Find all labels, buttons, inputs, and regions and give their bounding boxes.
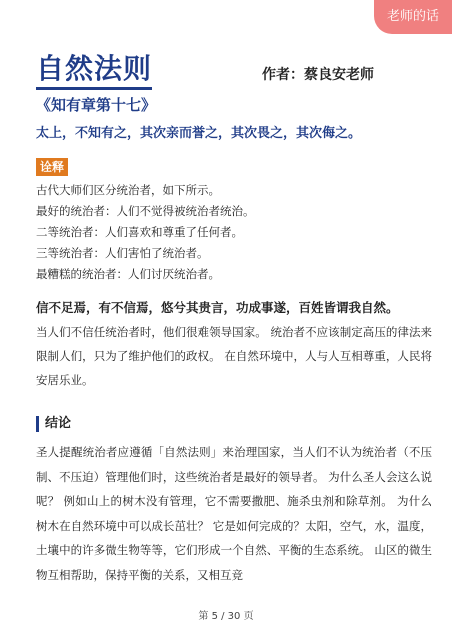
title-row [36,52,422,92]
interpretation-line: 最好的统治者：人们不觉得被统治者统治。 [36,204,255,218]
conclusion-paragraph: 圣人提醒统治者应遵循「自然法则」来治理国家，当人们不认为统治者（不压制、不压迫）管理他们时，这些统治者是最好的领导者。 为什么圣人会这么说呢？ 例如山上的树木没有管理，它不需要撒肥、施杀虫剂和除草剂。 为什么树木在自然环境中可以成长茁壮？ 它是如何完成的？太阳，空气，水，温度，土壤中的许多微生物等等，它们形成一个自然、平衡的生态系统。 山区的微生物互相帮助，保持平衡的关系，又相互竞 [36,445,432,582]
second-quote-heading: 信不足焉，有不信焉，悠兮其贵言，功成事遂，百姓皆谓我自然。 [36,300,399,315]
conclusion-heading: 结论 [36,416,71,432]
page-number: 第 5 / 30 页 [198,611,254,622]
explanation-paragraph: 当人们不信任统治者时，他们很难领导国家。 统治者不应该制定高压的律法来限制人们，只为了维护他们的政权。 在自然环境中，人与人互相尊重，人民将安居乐业。 [36,325,432,387]
chapter-subtitle: 《知有章第十七》 [36,96,157,114]
interpretation-line: 最糟糕的统治者：人们讨厌统治者。 [36,267,220,281]
interpretation-line: 三等统治者：人们害怕了统治者。 [36,246,209,260]
interpretation-line: 二等统治者：人们喜欢和尊重了任何者。 [36,225,243,239]
interpretation-label: 诠释 [36,158,68,176]
teacher-words-badge: 老师的话 [374,0,452,34]
interpretation-lines [36,180,432,285]
classic-quote: 太上，不知有之，其次亲而誉之，其次畏之，其次侮之。 [36,126,362,141]
page-title: 自然法则 [36,52,152,90]
author-line: 作者：蔡良安老师 [262,67,374,83]
interpretation-line: 古代大师们区分统治者，如下所示。 [36,183,220,197]
